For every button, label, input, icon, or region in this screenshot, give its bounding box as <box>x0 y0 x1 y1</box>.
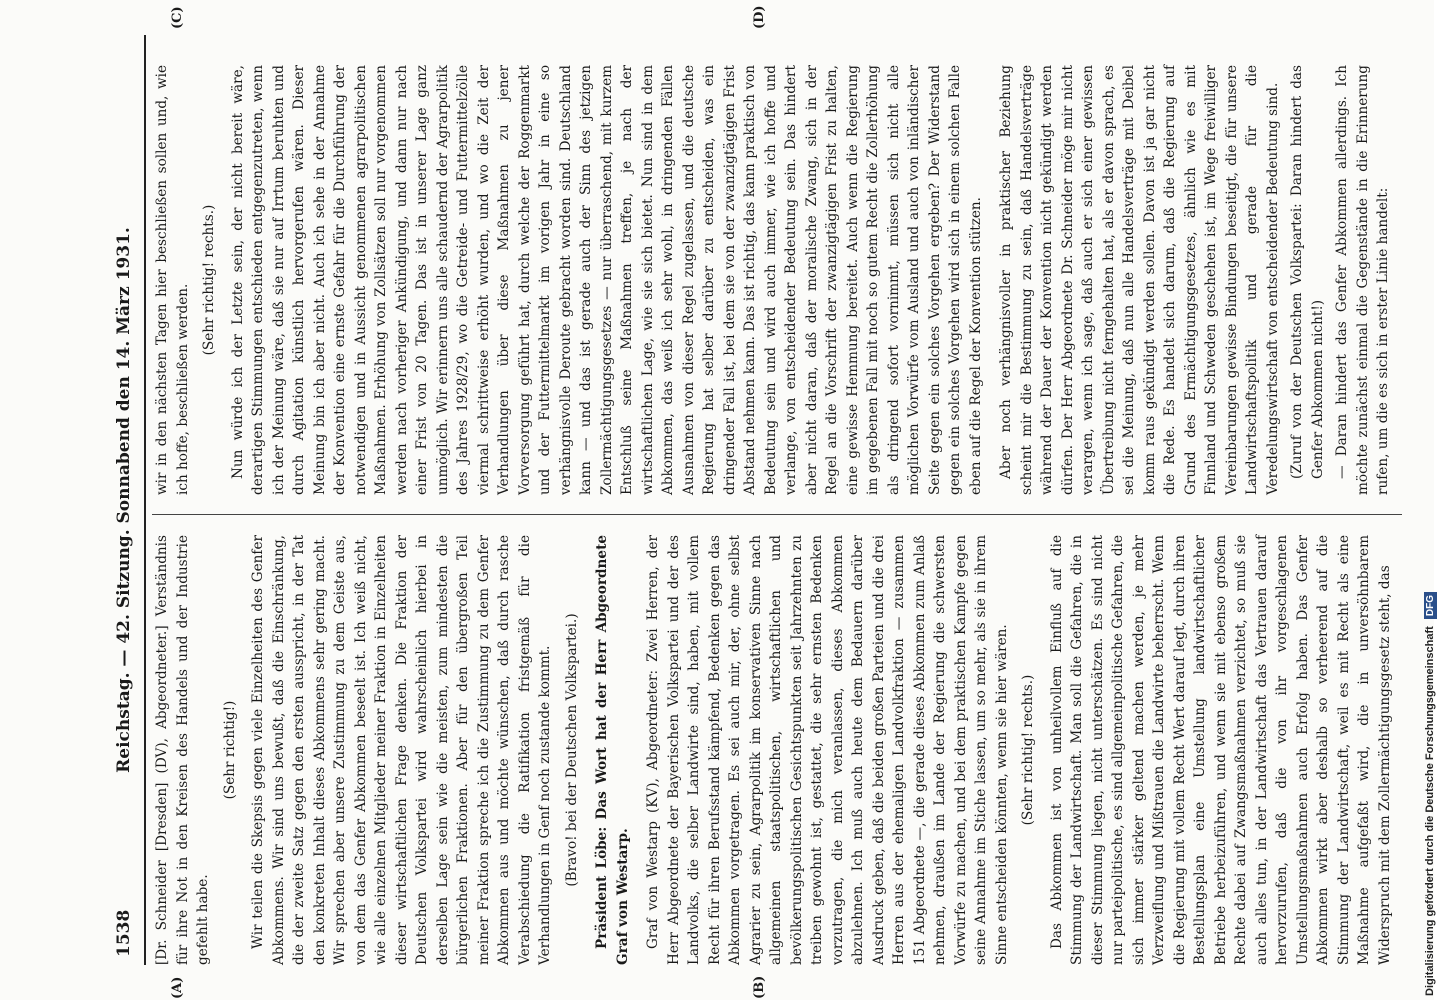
paragraph: Nun würde ich der Letzte sein, der nicht bereit wäre, derartigen Stimmungen entschieden entgegenzutreten, wenn ich der Meinung wäre, daß sie nur auf Irrtum beruhten und durch Agitation künstlich hervorgerufen wären. Dieser Meinung bin ich aber nicht. Auch ich sehe in der Annahme der Konvention eine ernste Gefahr für die Durchführung der notwendigen und in Aussicht genommenen agrarpolitischen Maßnahmen. Erhöhung von Zollsätzen soll nur vorgenommen werden nach vorheriger Ankündigung, und dann nur nach einer Frist von 20 Tagen. Das ist in unserer Lage ganz unmöglich. Wir erinnern uns alle schaudernd der Agrarpolitik des Jahres 1928/29, wo die Getreide- und Futtermittelzölle viermal schrittweise erhöht wurden, und wo die Zeit der Verhandlungen über diese Maßnahmen zu jener Vorversorgung geführt hat, durch welche der Roggenmarkt und der Futtermittelmarkt im vorigen Jahr in eine so verhängnisvolle Deroute gebracht worden sind. Deutschland kann — und das ist gerade auch der Sinn des jetzigen Zollermächtigungsgesetzes — nur überraschend, mit kurzem Entschluß seine Maßnahmen treffen, je nach der wirtschaftlichen Lage, wie sie sich bietet. Nun sind in dem Abkommen, das weiß ich sehr wohl, in dringenden Fällen Ausnahmen von dieser Regel zugelassen, und die deutsche Regierung hat selber darüber zu entscheiden, was ein dringender Fall ist, bei dem sie von der zwanzigtägigen Frist Abstand nehmen kann. Das ist richtig, das kann praktisch von Bedeutung sein und wird auch immer, wie ich hoffe und verlange, von entscheidender Bedeutung sein. Das hindert aber nicht daran, daß der moralische Zwang, sich in der Regel an die Vorschrift der zwanzigtägigen Frist zu halten, eine gewisse Hemmung bereitet. Auch wenn die Regierung im gegebenen Fall mit noch so gutem Recht die Zollerhöhung als dringend sofort vornimmt, müssen sich nicht alle möglichen Vorwürfe vom Ausland und auch von inländischer Seite gegen ein solches Vorgehen ergeben? Der Widerstand gegen ein solches Vorgehen wird sich in einem solchen Falle eben auf die Regel der Konvention stützen. <box>229 65 984 495</box>
paragraph: [Dr. Schneider [Dresden] (DV), Abgeordneter.] Verständnis für ihre Not in den Kreisen des Handels und der Industrie gefehlt habe. <box>154 535 211 965</box>
dfg-note-text: Digitalisierung gefördert durch die Deutsche Forschungsgemeinschaft <box>1424 626 1436 996</box>
right-column <box>152 65 1398 495</box>
page-number: 1538 <box>114 909 134 957</box>
paragraph: Wir teilen die Skepsis gegen viele Einzelheiten des Genfer Abkommens. Wir sind uns bewußt, daß die Einschränkung, die der zweite Satz gegen den ersten ausspricht, in der Tat den konkreten Inhalt dieses Abkommens sehr gering macht. Wir sprechen aber unsere Zustimmung zu dem Geiste aus, von dem das Genfer Abkommen beseelt ist. Ich weiß nicht, wie alle einzelnen Mitglieder meiner Fraktion in Einzelheiten dieser wirtschaftlichen Frage denken. Die Fraktion der Deutschen Volkspartei wird wahrscheinlich hierbei in derselben Lage sein wie die meisten, zum mindesten die bürgerlichen Fraktionen. Aber für den übergroßen Teil meiner Fraktion spreche ich die Zustimmung zu dem Genfer Abkommen aus und möchte wünschen, daß durch rasche Verabschiedung die Ratifikation fristgemäß für die Verhandlungen in Genf noch zustande kommt. <box>250 535 553 965</box>
speaker-announcement: Präsident Löbe: Das Wort hat der Herr Abgeordnete Graf von Westarp. <box>594 535 631 965</box>
paragraph: wir in den nächsten Tagen hier beschließen sollen und, wie ich hoffe, beschließen werden. <box>154 65 191 495</box>
interjection: (Sehr richtig!) <box>221 700 238 800</box>
dfg-side-note <box>1424 592 1437 996</box>
paragraph: Graf von Westarp (KV), Abgeordneter: Zwei Herren, der Herr Abgeordnete der Bayerischen Volkspartei und der des Landvolks, die selber Landwirte sind, haben, mit vollem Recht für ihren Berufsstand kämpfend, Bedenken gegen das Abkommen vorgetragen. Es sei auch mir, der, ohne selbst Agrarier zu sein, Agrarpolitik im konservativen Sinne nach allgemeinen staatspolitischen, wirtschaftlichen und bevölkerungspolitischen Gesichtspunkten seit Jahrzehnten zu treiben gewohnt ist, gestattet, die sehr ernsten Bedenken vorzutragen, die mich veranlassen, dieses Abkommen abzulehnen. Ich muß auch heute dem Bedauern darüber Ausdruck geben, daß die beiden großen Parteien und die drei Herren aus der ehemaligen Landvolkfraktion — zusammen 151 Abgeordnete —, die gerade dieses Abkommen zum Anlaß nehmen, draußen im Lande der Regierung die schwersten Vorwürfe zu machen, und bei dem praktischen Kampfe gegen seine Annahme im Stiche lassen, um so mehr, als sie in ihrem Sinne entscheiden könnten, wenn sie hier wären. <box>645 535 1010 965</box>
interjection: (Zuruf von der Deutschen Volkspartei: Daran hindert das Genfer Abkommen nicht!) <box>1289 65 1326 479</box>
paragraph: Aber noch verhängnisvoller in praktischer Beziehung scheint mir die Bestimmung zu sein, daß Handelsverträge während der Dauer der Konvention nicht gekündigt werden dürfen. Der Herr Abgeordnete Dr. Schneider möge mir nicht verargen, wenn ich sage, daß auch er sich einer gewissen Übertreibung nicht ferngehalten hat, als er davon sprach, es sei die Meinung, daß nun alle Handelsverträge mit Deibel komm raus gekündigt werden sollen. Davon ist ja gar nicht die Rede. Es handelt sich darum, daß die Regierung auf Grund des Ermächtigungsgesetzes, ähnlich wie es mit Finnland und Schweden geschehen ist, im Wege freiwilliger Vereinbarungen gewisse Bindungen beseitigt, die für unsere Landwirtschaftspolitik und gerade für die Veredelungswirtschaft von entscheidender Bedeutung sind. <box>998 65 1281 495</box>
interjection: (Bravo! bei der Deutschen Volkspartei.) <box>563 613 580 887</box>
dfg-logo: DFG <box>1424 592 1437 619</box>
rotated-document-sheet <box>112 5 1412 999</box>
header-rule <box>144 35 146 965</box>
column-divider <box>152 514 1402 515</box>
left-column <box>152 535 1399 965</box>
paragraph: — Daran hindert das Genfer Abkommen allerdings. Ich möchte zunächst einmal die Gegenstände in die Erinnerung rufen, um die es sich in erster Linie handelt: <box>1334 65 1391 495</box>
margin-letter-b: (B) <box>752 975 767 999</box>
margin-letter-c: (C) <box>170 6 185 29</box>
margin-letter-a: (A) <box>170 976 185 999</box>
interjection: (Sehr richtig! rechts.) <box>201 204 217 356</box>
interjection: (Sehr richtig! rechts.) <box>1020 674 1036 826</box>
running-title: Reichstag. — 42. Sitzung. Sonnabend den 14. März 1931. <box>114 227 134 773</box>
margin-letter-d: (D) <box>752 5 767 29</box>
page-header <box>112 35 142 965</box>
paragraph: Das Abkommen ist von unheilvollem Einfluß auf die Stimmung der Landwirtschaft. Man soll die Gefahren, die in dieser Stimmung liegen, nicht unterschätzen. Es sind nicht nur parteipolitische, es sind allgemeinpolitische Gefahren, die sich immer stärker geltend machen werden, je mehr Verzweiflung und Mißtrauen die Landwirte beherrscht. Wenn die Regierung mit vollem Recht Wert darauf legt, durch ihren Bestellungsplan eine Umstellung landwirtschaftlicher Betriebe herbeizuführen, und wenn sie mit ebenso großem Rechte dabei auf Zwangsmaßnahmen verzichtet, so muß sie auch alles tun, in der Landwirtschaft das Vertrauen darauf hervorzurufen, daß die von ihr vorgeschlagenen Umstellungsmaßnahmen auch Erfolg haben. Das Genfer Abkommen wirkt aber deshalb so verheerend auf die Stimmung der Landwirtschaft, weil es mit Recht als eine Maßnahme aufgefaßt wird, die in unversöhnbarem Widerspruch mit dem Zollermächtigungsgesetz steht, das <box>1048 535 1393 965</box>
